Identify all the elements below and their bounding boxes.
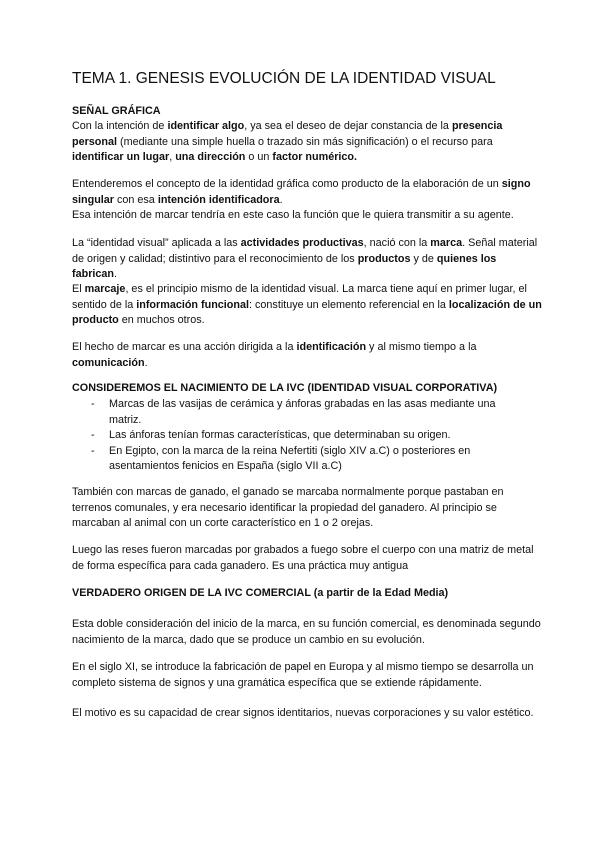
list-item: - En Egipto, con la marca de la reina Nefertiti (siglo XIV a.C) o posteriores en asentamientos fenicios en España (siglo VII a.C): [91, 444, 521, 475]
text-run: .: [144, 356, 148, 369]
paragraph-marcas-ganado: También con marcas de ganado, el ganado se marcaba normalmente porque pastaban en terrenos comunales, y era necesario identificar la propiedad del ganadero. Al principio se marcaban al animal con un corte característico en 1 o 2 orejas.: [72, 486, 504, 530]
paragraph-reses-marcadas: Luego las reses fueron marcadas por grabados a fuego sobre el cuerpo con una matriz de metal de forma específica para cada ganadero. Es una práctica muy antigua: [72, 544, 534, 572]
list-item: - Las ánforas tenían formas características, que determinaban su origen.: [91, 428, 521, 444]
text-run: .: [279, 193, 283, 206]
section-heading-nacimiento-ivc: CONSIDEREMOS EL NACIMIENTO DE LA IVC (IDENTIDAD VISUAL CORPORATIVA): [72, 382, 498, 394]
text-run: Entenderemos el concepto de la identidad gráfica como producto de la elaboración de un: [72, 178, 502, 190]
bold-term: marcaje: [84, 283, 126, 295]
text-run: El hecho de marcar es una acción dirigida a la: [72, 341, 297, 353]
bold-term: factor numérico.: [272, 151, 357, 164]
text-run: : constituye un elemento referencial en la: [249, 298, 449, 311]
text-run: El: [72, 283, 85, 295]
text-run: y de: [410, 252, 437, 265]
text-run: o un: [245, 151, 273, 164]
text-run: , ya sea el deseo de dejar constancia de la: [244, 120, 452, 132]
bold-term: actividades productivas: [240, 237, 364, 249]
page-title: TEMA 1. GENESIS EVOLUCIÓN DE LA IDENTIDAD VISUAL: [72, 70, 496, 87]
text-run: , es el principio mismo de la identidad visual. La marca tiene aquí en primer lugar, el sentido de la: [72, 283, 527, 311]
paragraph-identificar: [72, 119, 542, 166]
text-run: .: [114, 268, 118, 281]
bullet-list: [91, 397, 521, 475]
paragraph-siglo-xi: En el siglo XI, se introduce la fabricación de papel en Europa y al mismo tiempo se desarrolla un completo sistema de signos y una gramática específica que se extiende rápidamente.: [72, 661, 534, 689]
text-run: en muchos otros.: [118, 314, 205, 327]
paragraph-hecho-marcar: [72, 340, 542, 371]
text-run: ,: [169, 151, 176, 164]
bold-term: localización de un producto: [72, 298, 542, 327]
bold-term: identificar algo: [167, 120, 245, 132]
list-item: - Marcas de las vasijas de cerámica y ánforas grabadas en las asas mediante una matriz.: [91, 397, 521, 428]
bold-term: información funcional: [136, 298, 250, 311]
bold-term: identificación: [296, 341, 367, 353]
section-heading-origen-ivc-comercial: VERDADERO ORIGEN DE LA IVC COMERCIAL (a partir de la Edad Media): [72, 587, 449, 599]
bold-term: signo singular: [72, 178, 531, 206]
bold-term: intención identificadora: [157, 193, 280, 206]
bold-term: marca: [430, 237, 463, 249]
bold-term: quienes los fabrican: [72, 252, 497, 281]
text-run: y al mismo tiempo a la: [366, 341, 477, 353]
text-run: La “identidad visual” aplicada a las: [72, 237, 241, 249]
paragraph-marcaje: [72, 282, 542, 329]
text-run: . Señal material de origen y calidad; distintivo para el reconocimiento de los: [72, 237, 538, 265]
text-run: , nació con la: [363, 237, 431, 249]
bold-term: identificar un lugar: [72, 151, 170, 164]
paragraph-identidad-grafica: [72, 177, 542, 208]
paragraph-doble-consideracion: Esta doble consideración del inicio de la marca, en su función comercial, es denominada segundo nacimiento de la marca, dado que se produce un cambio en su evolución.: [72, 618, 541, 646]
bold-term: productos: [357, 252, 411, 265]
text-run: (mediante una simple huella o trazado sin más significación) o el recurso para: [117, 135, 493, 148]
bold-term: presencia personal: [72, 120, 503, 148]
bold-term: una dirección: [175, 151, 246, 164]
paragraph-motivo: El motivo es su capacidad de crear signos identitarios, nuevas corporaciones y su valor estético.: [72, 707, 534, 719]
paragraph-intencion-marcar: Esa intención de marcar tendría en este caso la función que le quiera transmitir a su agente.: [72, 209, 514, 221]
bold-term: comunicación: [72, 356, 145, 369]
section-heading-senal-grafica: SEÑAL GRÁFICA: [72, 105, 161, 117]
paragraph-identidad-visual: [72, 236, 542, 283]
text-run: Con la intención de: [72, 120, 168, 132]
text-run: con esa: [114, 193, 158, 206]
